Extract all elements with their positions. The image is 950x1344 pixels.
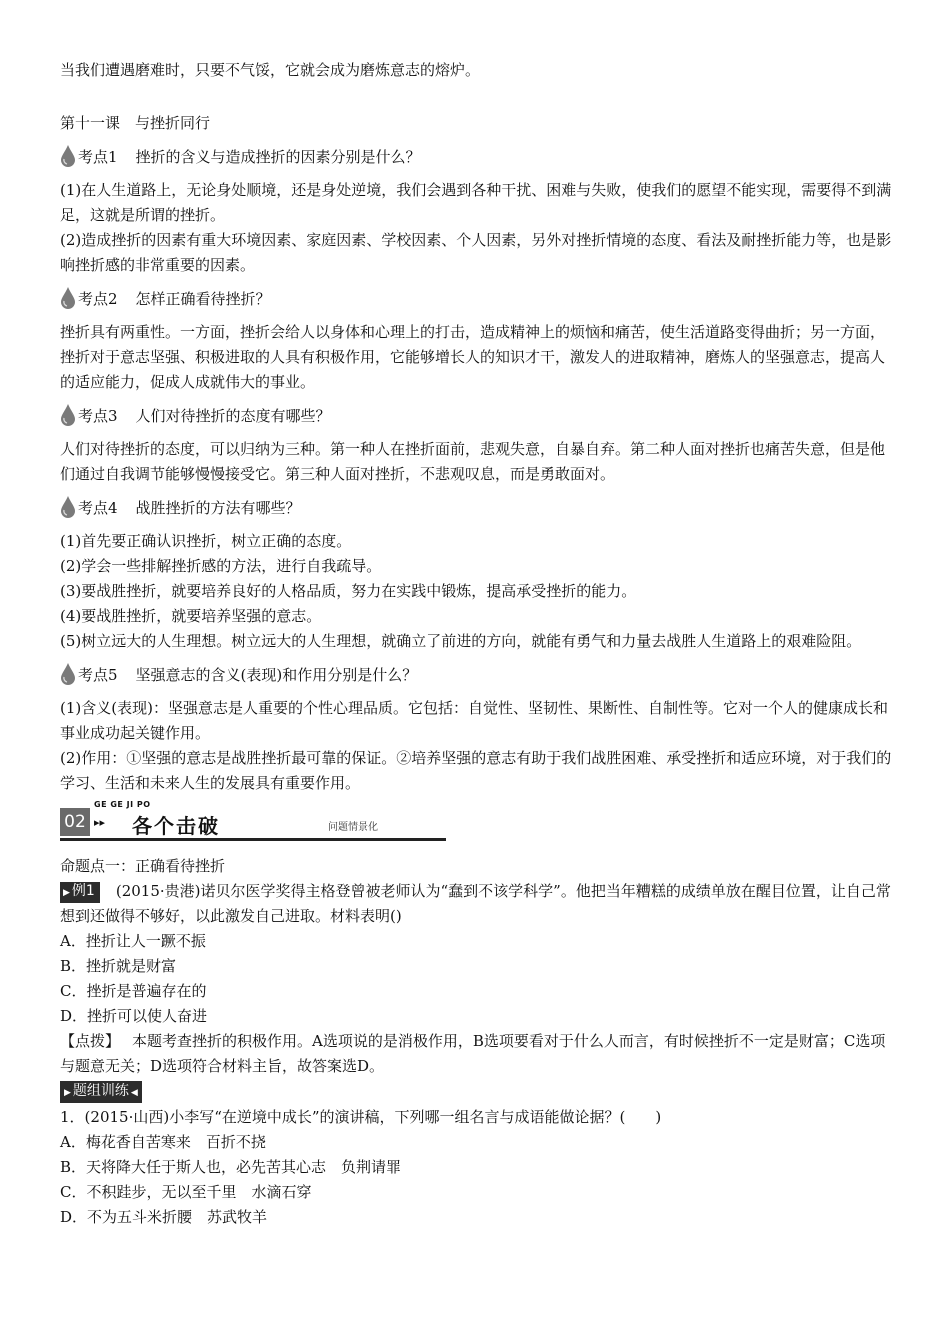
paragraph: 人们对待挫折的态度，可以归纳为三种。第一种人在挫折面前，悲观失意，自暴自弃。第二种人面对挫折也痛苦失意，但是他们通过自我调节能够慢慢接受它。第三种人面对挫折，不悲观叹息，而是勇敢面对。 [60,440,886,483]
water-drop-icon [60,404,76,426]
intro-sentence: 当我们遭遇磨难时，只要不气馁，它就会成为磨炼意志的熔炉。 [60,61,481,79]
hint-text: 本题考查挫折的积极作用。A选项说的是消极作用，B选项要看对于什么人而言，有时候挫折不一定是财富；C选项与题意无关；D选项符合材料主旨，故答案选D。 [60,1032,886,1075]
training-option: C．不积跬步，无以至千里 水滴石穿 [60,1183,312,1201]
kaodian-heading-1 [60,138,892,168]
kaodian-heading-2 [60,280,892,310]
paragraph: (5)树立远大的人生理想。树立远大的人生理想，就确立了前进的方向，就能有勇气和力量去战胜人生道路上的艰难险阻。 [60,632,862,650]
kaodian-title: 人们对待挫折的态度有哪些？ [135,407,331,425]
kaodian-title: 战胜挫折的方法有哪些？ [135,499,301,517]
kaodian-label: 考点1 [78,148,118,166]
water-drop-icon [60,496,76,518]
kaodian-label: 考点2 [78,290,118,308]
kaodian-heading-4 [60,489,892,519]
kaodian-title: 坚强意志的含义(表现)和作用分别是什么？ [135,666,418,684]
reverse-triangle-icon: ◀ [130,1088,138,1098]
double-arrow-icon: ▸▸ [94,816,106,829]
training-option: B．天将降大任于斯人也，必先苦其心志 负荆请罪 [60,1158,402,1176]
section-pinyin: GE GE JI PO [94,800,151,809]
kaodian-label: 考点4 [78,499,118,517]
training-option: D．不为五斗米折腰 苏武牧羊 [60,1208,268,1226]
example-option: B．挫折就是财富 [60,957,177,975]
kaodian-heading-5 [60,656,892,686]
section-underline [60,838,446,841]
section-number-badge: 02 [60,808,90,836]
play-triangle-icon: ▶ [64,1088,71,1098]
lesson-title: 第十一课 与挫折同行 [60,114,211,132]
training-option: A．梅花香自苦寒来 百折不挠 [60,1133,266,1151]
example-tag-label: 例1 [71,883,95,899]
kaodian-label: 考点5 [78,666,118,684]
kaodian-label: 考点3 [78,407,118,425]
proposition-point: 命题点一：正确看待挫折 [60,857,226,875]
document-page [60,58,892,1230]
kaodian-title: 怎样正确看待挫折？ [135,290,271,308]
water-drop-icon [60,663,76,685]
training-tag [60,1081,142,1103]
paragraph: (2)作用：①坚强的意志是战胜挫折最可靠的保证。②培养坚强的意志有助于我们战胜困难、承受挫折和适应环境，对于我们的学习、生活和未来人生的发展具有重要作用。 [60,749,892,792]
water-drop-icon [60,145,76,167]
example-tag [60,882,100,903]
paragraph: (2)造成挫折的因素有重大环境因素、家庭因素、学校因素、个人因素，另外对挫折情境的态度、看法及耐挫折能力等，也是影响挫折感的非常重要的因素。 [60,231,892,274]
example-option: D．挫折可以使人奋进 [60,1007,208,1025]
paragraph: (1)首先要正确认识挫折，树立正确的态度。 [60,532,352,550]
water-drop-icon [60,287,76,309]
example-text: (2015·贵港)诺贝尔医学奖得主格登曾被老师认为“蠢到不该学科学”。他把当年糟糕的成绩单放在醒目位置，让自己常想到还做得不够好，以此激发自己进取。材料表明() [60,882,891,925]
paragraph: (3)要战胜挫折，就要培养良好的人格品质，努力在实践中锻炼，提高承受挫折的能力。 [60,582,637,600]
section-subtitle: 问题情景化 [328,822,378,833]
training-heading [60,1079,892,1105]
section-title: 各个击破 [132,814,220,838]
paragraph: 挫折具有两重性。一方面，挫折会给人以身体和心理上的打击，造成精神上的烦恼和痛苦，使生活道路变得曲折；另一方面，挫折对于意志坚强、积极进取的人具有积极作用，它能够增长人的知识才干，激发人的进取精神，磨炼人的坚强意志，提高人的适应能力，促成人成就伟大的事业。 [60,323,886,391]
paragraph: (4)要战胜挫折，就要培养坚强的意志。 [60,607,322,625]
section-banner [60,800,446,844]
play-triangle-icon: ▶ [63,888,70,898]
hint-label: 【点拨】 [60,1032,121,1050]
example-option: A．挫折让人一蹶不振 [60,932,206,950]
paragraph: (2)学会一些排解挫折感的方法，进行自我疏导。 [60,557,382,575]
example-option: C．挫折是普遍存在的 [60,982,207,1000]
example-question [60,879,892,929]
paragraph: (1)在人生道路上，无论身处顺境，还是身处逆境，我们会遇到各种干扰、困难与失败，使我们的愿望不能实现，需要得不到满足，这就是所谓的挫折。 [60,181,892,224]
example-hint [60,1029,892,1079]
paragraph: (1)含义(表现)：坚强意志是人重要的个性心理品质。它包括：自觉性、坚韧性、果断性、自制性等。它对一个人的健康成长和事业成功起关键作用。 [60,699,888,742]
training-tag-label: 题组训练 [72,1083,129,1099]
kaodian-title: 挫折的含义与造成挫折的因素分别是什么？ [135,148,421,166]
training-question: 1．(2015·山西)小李写“在逆境中成长”的演讲稿，下列哪一组名言与成语能做论据？( ) [60,1108,662,1126]
kaodian-heading-3 [60,397,892,427]
